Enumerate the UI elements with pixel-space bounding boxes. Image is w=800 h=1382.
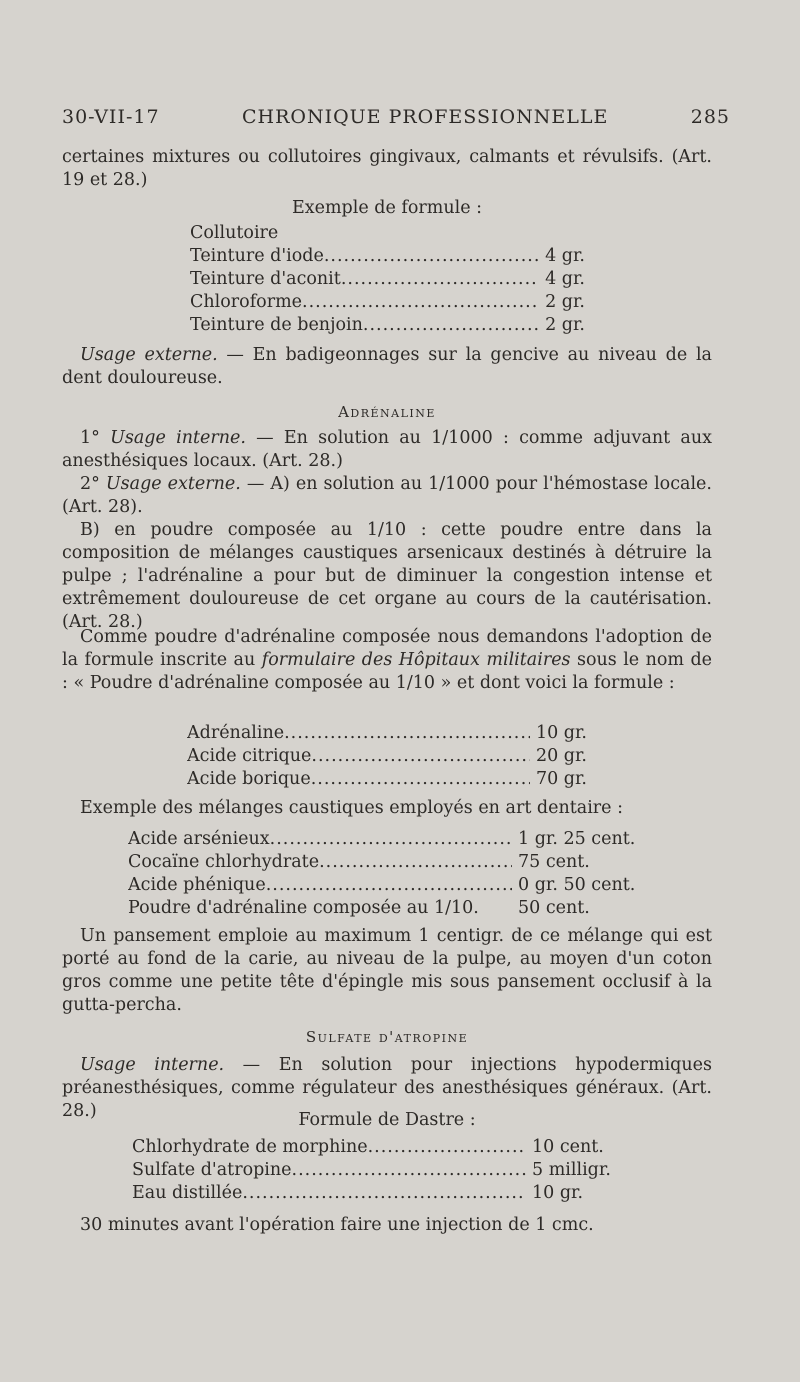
formula-row: Poudre d'adrénaline composée au 1/10. 50 cent. [128, 898, 590, 918]
adrenaline-poudre-paragraph: B) en poudre composée au 1/10 : cette poudre entre dans la composition de mélanges caustiques arsenicaux destinés à détruire la pulpe ; l'adrénaline a pour but de diminuer la congestion intense et extrêmement douloureuse de cet organe au cours de la cautérisation. (Art. 28.) [62, 520, 712, 632]
exemple-title: Exemple de formule : [291, 198, 483, 218]
formula-row: Eau distillée ..... 10 gr. [132, 1182, 632, 1205]
formula-dastre [132, 1136, 632, 1205]
formula-row: Chloroforme ..... 2 gr. [190, 291, 585, 314]
formula-row: Acide arsénieux ..... 1 gr. 25 cent. [128, 828, 648, 851]
intro-paragraph: certaines mixtures ou collutoires gingivaux, calmants et révulsifs. (Art. 19 et 28.) [62, 147, 712, 190]
adrenaline-usage-externe: 2° Usage externe. — A) en solution au 1/1000 pour l'hémostase locale. (Art. 28). [62, 474, 712, 517]
usage-label: Usage externe. [80, 345, 218, 365]
final-instruction: 30 minutes avant l'opération faire une injection de 1 cmc. [80, 1215, 594, 1235]
page-number: 285 [690, 106, 730, 128]
running-head [62, 106, 730, 128]
journal-section: CHRONIQUE PROFESSIONNELLE [241, 106, 609, 128]
formula-row: Sulfate d'atropine ..... 5 milligr. [132, 1159, 632, 1182]
adrenaline-usage-interne: 1° Usage interne. — En solution au 1/1000 : comme adjuvant aux anesthésiques locaux. (Art. 28.) [62, 428, 712, 471]
section-heading-atropine: Sulfate d'atropine [305, 1028, 469, 1046]
usage-externe-paragraph: Usage externe. — En badigeonnages sur la gencive au niveau de la dent douloureuse. [62, 345, 712, 388]
atropine-usage-interne: Usage interne. — En solution pour injections hypodermiques préanesthésiques, comme régulateur des anesthésiques généraux. (Art. 28.) [62, 1055, 712, 1121]
section-heading-adrenaline: Adrénaline [338, 403, 436, 421]
formula-row: Adrénaline ..... 10 gr. [187, 722, 587, 745]
dastre-title: Formule de Dastre : [298, 1110, 476, 1130]
formula-row: Teinture d'aconit ..... 4 gr. [190, 268, 585, 291]
formula-row: Teinture d'iode ..... 4 gr. [190, 245, 585, 268]
formula-label: Collutoire [190, 223, 279, 243]
formula-row: Acide borique ..... 70 gr. [187, 768, 587, 791]
formula-row: Acide phénique ..... 0 gr. 50 cent. [128, 874, 648, 897]
formula-row: Chlorhydrate de morphine ..... 10 cent. [132, 1136, 632, 1159]
adrenaline-formule-paragraph: Comme poudre d'adrénaline composée nous demandons l'adoption de la formule inscrite au formulaire des Hôpitaux militaires sous le nom de : « Poudre d'adrénaline composée au 1/10 » et dont voici la formule : [62, 627, 713, 693]
formula-row: Teinture de benjoin ..... 2 gr. [190, 314, 585, 337]
formula-row: Cocaïne chlorhydrate ..... 75 cent. [128, 851, 648, 874]
exemple-melanges: Exemple des mélanges caustiques employés en art dentaire : [80, 798, 623, 818]
formula-collutoire [190, 222, 585, 337]
formula-row: Acide citrique ..... 20 gr. [187, 745, 587, 768]
pansement-paragraph: Un pansement emploie au maximum 1 centigr. de ce mélange qui est porté au fond de la carie, au niveau de la pulpe, au moyen d'un coton gros comme une petite tête d'épingle mis sous pansement occlusif à la gutta-percha. [62, 926, 712, 1015]
formula-poudre-adrenaline [187, 722, 587, 791]
formula-caustiques [128, 828, 648, 920]
issue-date: 30-VII-17 [62, 106, 160, 128]
